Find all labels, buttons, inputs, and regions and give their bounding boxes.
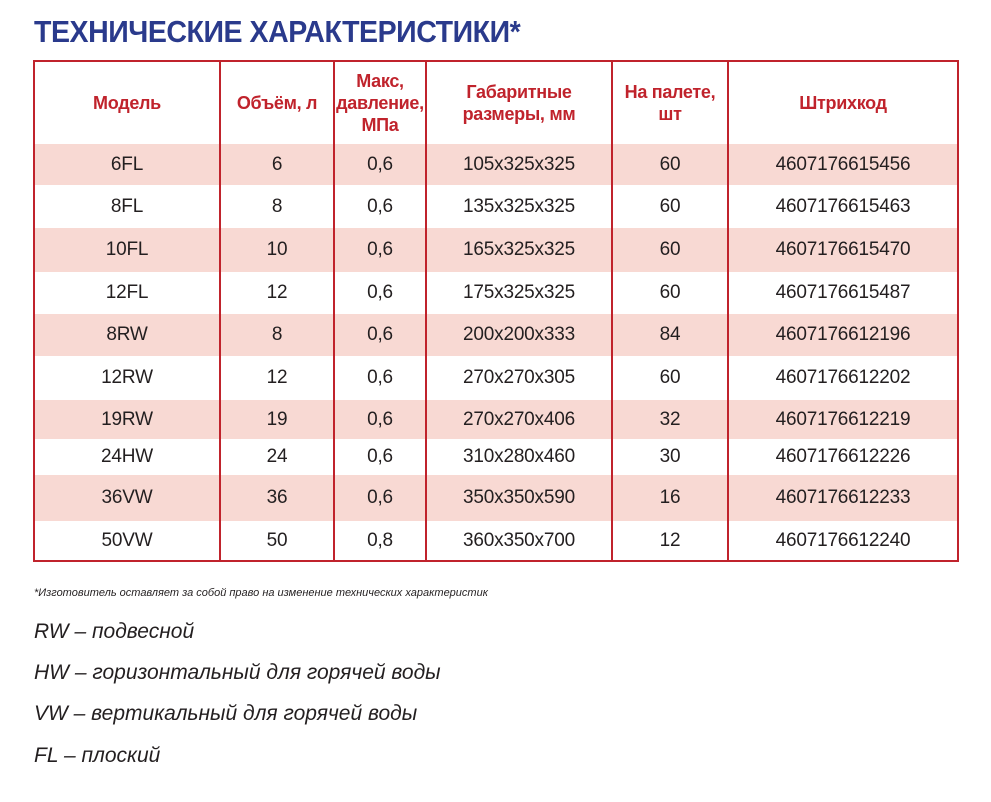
- cell-barcode: 4607176612240: [728, 521, 958, 561]
- cell-barcode: 4607176615456: [728, 144, 958, 185]
- cell-dimensions: 105x325x325: [426, 144, 612, 185]
- cell-volume: 24: [220, 439, 334, 475]
- cell-pallet: 60: [612, 228, 728, 272]
- cell-model: 6FL: [34, 144, 220, 185]
- cell-model: 12FL: [105, 282, 149, 303]
- table-row: [34, 272, 958, 314]
- cell-model: 12RW: [101, 367, 153, 388]
- cell-barcode: 4607176612202: [728, 356, 958, 400]
- cell-pressure: 0,6: [334, 400, 426, 439]
- cell-pallet: 60: [612, 185, 728, 228]
- table-row: [34, 439, 958, 475]
- cell-pallet: 32: [612, 400, 728, 439]
- cell-volume: 36: [220, 475, 334, 521]
- cell-barcode: 4607176615470: [728, 228, 958, 272]
- cell-dimensions: 135x325x325: [426, 185, 612, 228]
- cell-volume: 10: [220, 228, 334, 272]
- cell-barcode: 4607176612196: [728, 314, 958, 356]
- cell-barcode: 4607176615487: [728, 272, 958, 314]
- cell-model: 36VW: [34, 475, 220, 521]
- header-volume: Объём, л: [220, 61, 334, 144]
- cell-pressure: 0,6: [334, 185, 426, 228]
- header-pressure: Макс, давление, МПа: [334, 61, 426, 144]
- cell-volume: 12: [220, 272, 334, 314]
- cell-pallet: 60: [612, 356, 728, 400]
- cell-pallet: 84: [612, 314, 728, 356]
- cell-pressure: 0,8: [334, 521, 426, 561]
- cell-dimensions: 360x350x700: [426, 521, 612, 561]
- cell-barcode: 4607176612226: [728, 439, 958, 475]
- legend-item-rw: RW – подвесной: [34, 620, 195, 643]
- cell-barcode: 4607176615463: [728, 185, 958, 228]
- page-title: ТЕХНИЧЕСКИЕ ХАРАКТЕРИСТИКИ*: [34, 14, 521, 49]
- cell-pallet: 60: [612, 272, 728, 314]
- cell-dimensions: 310x280x460: [426, 439, 612, 475]
- cell-pressure: 0,6: [334, 439, 426, 475]
- cell-dimensions: 165x325x325: [426, 228, 612, 272]
- cell-pressure: 0,6: [334, 356, 426, 400]
- table-row: [34, 356, 958, 400]
- table-row: [34, 475, 958, 521]
- cell-volume: 8: [220, 314, 334, 356]
- cell-pressure: 0,6: [334, 228, 426, 272]
- legend-item-vw: VW – вертикальный для горячей воды: [34, 702, 418, 725]
- cell-model: 50VW: [101, 529, 153, 551]
- legend-item-hw: HW – горизонтальный для горячей воды: [34, 661, 441, 684]
- table-header-row: [34, 61, 958, 144]
- cell-pressure: 0,6: [334, 272, 426, 314]
- cell-dimensions: 350x350x590: [426, 475, 612, 521]
- header-dimensions: Габаритные размеры, мм: [426, 61, 612, 144]
- table-row: [34, 144, 958, 185]
- cell-pallet: 16: [612, 475, 728, 521]
- cell-pallet: 30: [612, 439, 728, 475]
- cell-volume: 19: [220, 400, 334, 439]
- cell-pallet: 60: [612, 144, 728, 185]
- cell-dimensions: 200x200x333: [426, 314, 612, 356]
- cell-pressure: 0,6: [334, 144, 426, 185]
- cell-model: 8RW: [34, 314, 220, 356]
- cell-dimensions: 270x270x305: [426, 356, 612, 400]
- header-model: Модель: [93, 93, 161, 113]
- spec-table: [33, 60, 959, 562]
- cell-volume: 50: [220, 521, 334, 561]
- table-row: [34, 400, 958, 439]
- footnote: *Изготовитель оставляет за собой право на изменение технических характеристик: [34, 587, 488, 599]
- table-row: [34, 228, 958, 272]
- cell-model: 10FL: [34, 228, 220, 272]
- cell-model: 19RW: [34, 400, 220, 439]
- cell-pressure: 0,6: [334, 475, 426, 521]
- cell-volume: 12: [220, 356, 334, 400]
- cell-model: 24HW: [101, 446, 153, 467]
- table-row: [34, 314, 958, 356]
- cell-barcode: 4607176612233: [728, 475, 958, 521]
- table-row: [34, 521, 958, 561]
- cell-pressure: 0,6: [334, 314, 426, 356]
- cell-volume: 8: [220, 185, 334, 228]
- cell-model: 8FL: [110, 195, 144, 217]
- table-row: [34, 185, 958, 228]
- cell-dimensions: 270x270x406: [426, 400, 612, 439]
- header-barcode: Штрихкод: [728, 61, 958, 144]
- cell-volume: 6: [220, 144, 334, 185]
- cell-dimensions: 175x325x325: [426, 272, 612, 314]
- cell-pallet: 12: [612, 521, 728, 561]
- legend-item-fl: FL – плоский: [34, 744, 161, 767]
- header-pallet: На палете, шт: [612, 61, 728, 144]
- cell-barcode: 4607176612219: [728, 400, 958, 439]
